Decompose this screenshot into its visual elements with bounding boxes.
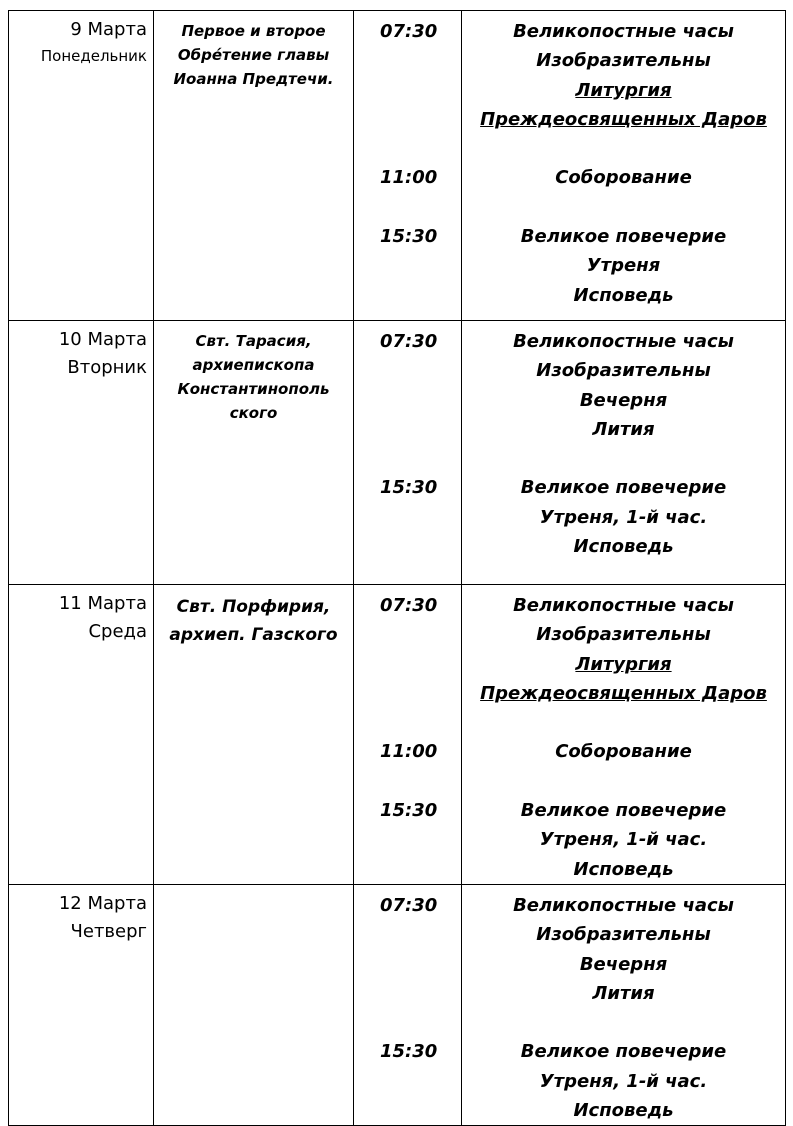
spacer xyxy=(380,650,461,679)
service-name-text: Лития xyxy=(592,982,655,1004)
service-name xyxy=(462,503,785,532)
service-time: 15:30 xyxy=(380,800,438,822)
spacer xyxy=(462,1008,785,1037)
spacer xyxy=(380,532,461,561)
service-name-text: Исповедь xyxy=(573,1100,674,1122)
service-time: 07:30 xyxy=(380,894,438,916)
service-name xyxy=(462,46,785,75)
service-name xyxy=(462,855,785,884)
service-name xyxy=(462,650,785,679)
spacer xyxy=(380,46,461,75)
weekday-label: Вторник xyxy=(67,357,147,378)
service-name-text: Вечерня xyxy=(579,953,668,975)
service-name-text: Преждеосвященных Даров xyxy=(480,108,767,130)
service-name-text: Изобразительны xyxy=(536,50,711,72)
spacer xyxy=(380,950,461,979)
spacer xyxy=(380,356,461,385)
feast-line: архиепископа xyxy=(192,356,315,374)
service-name xyxy=(462,825,785,854)
day-row xyxy=(9,11,786,321)
date-cell xyxy=(9,884,154,1125)
service-name xyxy=(462,281,785,310)
date-cell xyxy=(9,11,154,321)
feast-line: Обре́тение главы xyxy=(177,46,330,64)
service-name-text: Великое повечерие xyxy=(520,226,727,248)
feast-line: Иоанна Предтечи. xyxy=(173,70,334,88)
service-name xyxy=(462,17,785,46)
spacer xyxy=(380,825,461,854)
spacer xyxy=(380,105,461,134)
time-cell xyxy=(354,11,462,321)
service-name xyxy=(462,1096,785,1125)
spacer xyxy=(380,1067,461,1096)
service-name xyxy=(462,591,785,620)
spacer xyxy=(462,708,785,737)
service-name-text: Изобразительны xyxy=(536,924,711,946)
spacer xyxy=(380,76,461,105)
service-name-text: Соборование xyxy=(555,741,692,763)
service-name xyxy=(462,105,785,134)
feast-line: ского xyxy=(229,404,278,422)
service-time: 07:30 xyxy=(380,331,438,352)
service-name xyxy=(462,251,785,280)
spacer xyxy=(380,679,461,708)
service-name xyxy=(462,76,785,105)
service-name-text: Вечерня xyxy=(579,389,668,411)
feast-cell xyxy=(154,884,354,1125)
service-name-text: Утреня xyxy=(586,255,661,277)
service-time: 11:00 xyxy=(380,167,438,189)
service-name-text: Исповедь xyxy=(573,858,674,880)
service-time: 11:00 xyxy=(380,741,438,763)
day-row xyxy=(9,585,786,885)
services-cell xyxy=(462,321,786,585)
service-name-text: Великопостные часы xyxy=(513,894,734,916)
spacer xyxy=(380,193,461,222)
time-cell xyxy=(354,884,462,1125)
service-name xyxy=(462,356,785,385)
service-name-text: Литургия xyxy=(575,79,672,101)
service-name xyxy=(462,979,785,1008)
weekday-label: Четверг xyxy=(70,920,147,942)
spacer xyxy=(380,444,461,473)
spacer xyxy=(462,444,785,473)
service-name-text: Соборование xyxy=(555,167,692,189)
service-time: 15:30 xyxy=(380,1041,438,1063)
schedule-body xyxy=(9,11,786,1126)
weekday-label: Среда xyxy=(88,621,147,642)
spacer xyxy=(380,855,461,884)
spacer xyxy=(462,134,785,163)
spacer xyxy=(380,1096,461,1125)
service-name-text: Исповедь xyxy=(573,284,674,306)
services-cell xyxy=(462,11,786,321)
service-name-text: Изобразительны xyxy=(536,360,711,382)
service-name xyxy=(462,163,785,192)
date-cell xyxy=(9,321,154,585)
services-cell xyxy=(462,585,786,885)
service-name xyxy=(462,796,785,825)
service-name-text: Великопостные часы xyxy=(513,21,734,42)
service-name xyxy=(462,737,785,766)
service-name xyxy=(462,473,785,502)
service-name-text: Утреня, 1-й час. xyxy=(539,829,708,851)
date-label: 10 Марта xyxy=(58,329,147,350)
spacer xyxy=(380,134,461,163)
feast-cell xyxy=(154,321,354,585)
service-name-text: Преждеосвященных Даров xyxy=(480,682,767,704)
time-cell xyxy=(354,321,462,585)
service-name-text: Исповедь xyxy=(573,536,674,558)
time-cell xyxy=(354,585,462,885)
service-name xyxy=(462,679,785,708)
service-time: 07:30 xyxy=(380,21,438,42)
feast-cell xyxy=(154,11,354,321)
spacer xyxy=(380,503,461,532)
day-row xyxy=(9,321,786,585)
weekday-label: Понедельник xyxy=(40,47,147,65)
service-time: 07:30 xyxy=(380,595,438,616)
spacer xyxy=(380,281,461,310)
spacer xyxy=(380,251,461,280)
date-cell xyxy=(9,585,154,885)
spacer xyxy=(380,620,461,649)
feast-line: Свт. Тарасия, xyxy=(195,332,312,350)
spacer xyxy=(462,767,785,796)
feast-line: архиеп. Газского xyxy=(169,625,338,645)
service-time: 15:30 xyxy=(380,226,438,248)
service-name-text: Великопостные часы xyxy=(513,331,734,352)
date-label: 12 Марта xyxy=(58,892,147,914)
service-name xyxy=(462,327,785,356)
services-cell xyxy=(462,884,786,1125)
service-name xyxy=(462,950,785,979)
service-name-text: Великое повечерие xyxy=(520,477,727,499)
service-name-text: Утреня, 1-й час. xyxy=(539,1070,708,1092)
feast-cell xyxy=(154,585,354,885)
service-name xyxy=(462,1067,785,1096)
feast-line: Свт. Порфирия, xyxy=(176,597,331,617)
feast-line: Первое и второе xyxy=(181,22,326,40)
service-name xyxy=(462,920,785,949)
service-name xyxy=(462,222,785,251)
service-name xyxy=(462,891,785,920)
service-name xyxy=(462,532,785,561)
spacer xyxy=(380,415,461,444)
service-name-text: Великое повечерие xyxy=(520,800,727,822)
service-name-text: Литургия xyxy=(575,653,672,675)
spacer xyxy=(380,708,461,737)
service-name xyxy=(462,386,785,415)
schedule-table xyxy=(8,10,786,1126)
spacer xyxy=(380,1008,461,1037)
spacer xyxy=(380,920,461,949)
spacer xyxy=(380,767,461,796)
day-row xyxy=(9,884,786,1125)
service-name-text: Великопостные часы xyxy=(513,595,734,616)
service-name-text: Великое повечерие xyxy=(520,1041,727,1063)
service-name xyxy=(462,415,785,444)
feast-line: Константинополь xyxy=(177,380,330,398)
service-name xyxy=(462,620,785,649)
service-name-text: Утреня, 1-й час. xyxy=(539,506,708,528)
spacer xyxy=(380,979,461,1008)
service-name xyxy=(462,1037,785,1066)
date-label: 11 Марта xyxy=(58,593,147,614)
spacer xyxy=(462,193,785,222)
date-label: 9 Марта xyxy=(70,19,147,40)
service-time: 15:30 xyxy=(380,477,438,499)
service-name-text: Лития xyxy=(592,418,655,440)
service-name-text: Изобразительны xyxy=(536,624,711,646)
spacer xyxy=(380,386,461,415)
